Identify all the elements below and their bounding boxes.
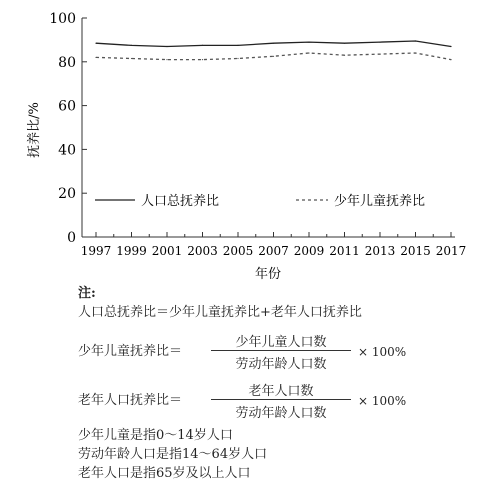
series-1-point: [131, 58, 132, 59]
y-axis-label: 抚养比/%: [27, 102, 42, 158]
legend-label-total: 人口总抚养比: [141, 194, 220, 209]
formula-children-fraction-bar: [211, 350, 351, 351]
series-0-point: [237, 45, 238, 46]
y-tick-label: 20: [58, 186, 76, 203]
definition-elderly: 老年人口是指65岁及以上人口: [78, 466, 251, 481]
x-tick-label: 2011: [329, 244, 360, 258]
series-0-point: [131, 45, 132, 46]
y-tick-label: 60: [58, 98, 76, 115]
formula-children-multiplier: × 100%: [358, 345, 407, 359]
formula-children-lhs: 少年儿童抚养比＝: [78, 344, 183, 359]
series-1-point: [379, 54, 380, 55]
series-1-point: [308, 52, 309, 53]
series-0-point: [308, 41, 309, 42]
x-tick-label: 2013: [364, 244, 396, 258]
x-tick-label: 1999: [116, 244, 147, 258]
series-0-point: [344, 43, 345, 44]
series-1-point: [273, 56, 274, 57]
x-tick-label: 2017: [435, 244, 467, 258]
y-tick-label: 80: [58, 54, 76, 71]
series-1-point: [415, 52, 416, 53]
y-tick-label: 40: [58, 142, 76, 159]
formula-children-denominator: 劳动年龄人口数: [235, 357, 327, 372]
series-1-point: [344, 55, 345, 56]
y-tick-label: 100: [49, 11, 76, 27]
notes-title: 注:: [78, 286, 96, 301]
definition-children: 少年儿童是指0～14岁人口: [78, 428, 233, 443]
series-0-point: [273, 43, 274, 44]
formula-children-numerator: 少年儿童人口数: [235, 335, 327, 350]
x-axis-ticks: [81, 232, 467, 258]
formula-elderly-denominator: 劳动年龄人口数: [235, 406, 327, 421]
formula-elderly-multiplier: × 100%: [358, 394, 407, 408]
y-axis-ticks: [49, 11, 87, 246]
series-0-point: [166, 46, 167, 47]
series-1-point: [237, 58, 238, 59]
series-1-point: [202, 59, 203, 60]
x-tick-label: 1997: [80, 244, 112, 258]
x-tick-label: 2015: [400, 244, 431, 258]
x-tick-label: 2001: [151, 244, 183, 258]
series-0-point: [379, 41, 380, 42]
x-axis-label: 年份: [254, 267, 282, 282]
series-0-point: [450, 46, 451, 47]
y-tick-label: 0: [67, 230, 76, 246]
formula-elderly-numerator: 老年人口数: [248, 384, 314, 399]
series-1-point: [450, 59, 451, 60]
x-tick-label: 2009: [293, 244, 325, 258]
definition-working-age: 劳动年龄人口是指14～64岁人口: [78, 447, 268, 462]
x-tick-label: 2005: [222, 244, 254, 258]
series-0-point: [415, 40, 416, 41]
x-tick-label: 2003: [187, 244, 218, 258]
formula-elderly-lhs: 老年人口抚养比＝: [78, 393, 183, 408]
legend: [95, 193, 425, 209]
series-0-point: [95, 43, 96, 44]
formula-elderly-fraction-bar: [211, 399, 351, 400]
legend-label-children: 少年儿童抚养比: [334, 194, 426, 209]
x-tick-label: 2007: [258, 244, 289, 258]
series-1-point: [166, 59, 167, 60]
series-0-point: [202, 45, 203, 46]
series-1-point: [95, 57, 96, 58]
series-layer: [95, 40, 451, 60]
notes-total-ratio-definition: 人口总抚养比＝少年儿童抚养比+老年人口抚养比: [78, 305, 362, 320]
